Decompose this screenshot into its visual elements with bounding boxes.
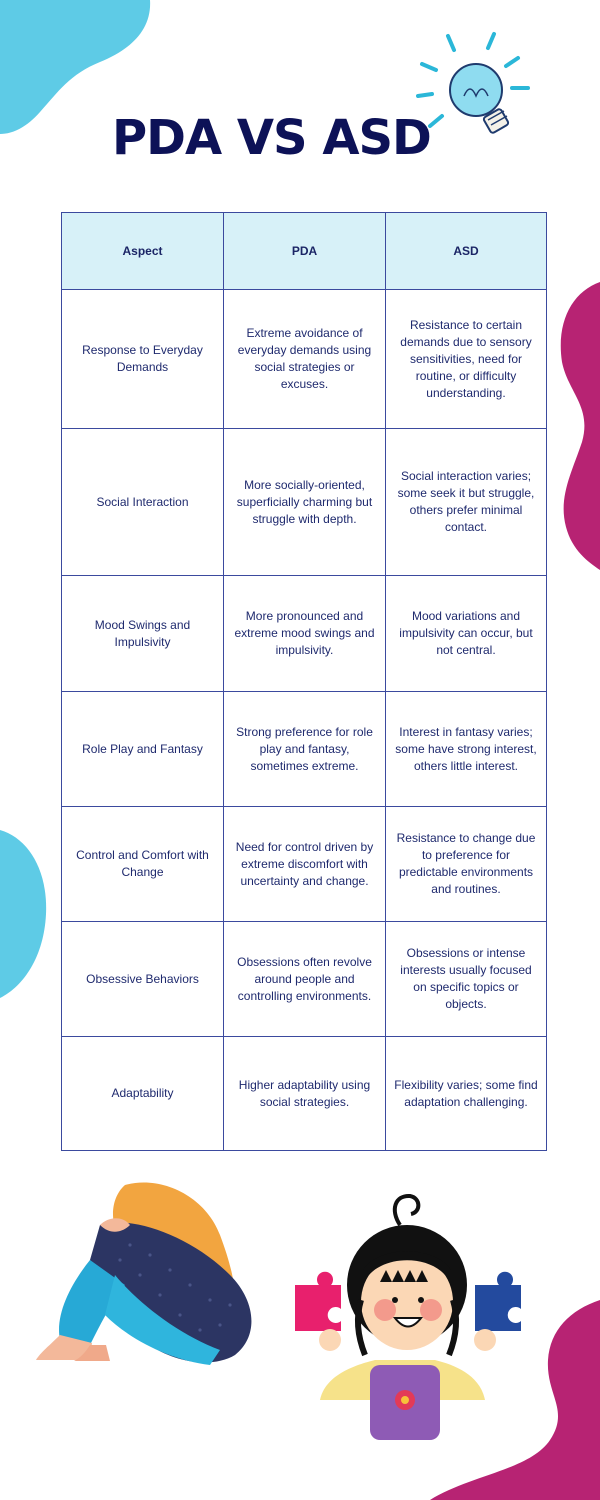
- aspect-cell: Response to Everyday Demands: [62, 290, 224, 429]
- header-pda: PDA: [224, 213, 386, 290]
- asd-cell: Resistance to change due to preference for predictable environments and routines.: [386, 807, 547, 922]
- aspect-cell: Role Play and Fantasy: [62, 692, 224, 807]
- pda-cell: More socially-oriented, superficially charming but struggle with depth.: [224, 429, 386, 576]
- pda-cell: More pronounced and extreme mood swings and impulsivity.: [224, 576, 386, 692]
- lightbulb-icon: [408, 28, 538, 158]
- girl-puzzle-illustration: [285, 1190, 530, 1445]
- aspect-cell: Obsessive Behaviors: [62, 922, 224, 1037]
- aspect-cell: Adaptability: [62, 1037, 224, 1151]
- table-row: [62, 429, 547, 576]
- right-magenta-blob: [552, 282, 600, 572]
- asd-cell: Obsessions or intense interests usually focused on specific topics or objects.: [386, 922, 547, 1037]
- pda-cell: Higher adaptability using social strategies.: [224, 1037, 386, 1151]
- header-asd: ASD: [386, 213, 547, 290]
- aspect-cell: Social Interaction: [62, 429, 224, 576]
- table-row: [62, 922, 547, 1037]
- table-row: [62, 1037, 547, 1151]
- left-cyan-blob: [0, 830, 50, 1000]
- pda-cell: Strong preference for role play and fantasy, sometimes extreme.: [224, 692, 386, 807]
- asd-cell: Mood variations and impulsivity can occur, but not central.: [386, 576, 547, 692]
- asd-cell: Interest in fantasy varies; some have strong interest, others little interest.: [386, 692, 547, 807]
- table-row: [62, 807, 547, 922]
- sad-person-illustration: [30, 1175, 270, 1375]
- table-row: [62, 576, 547, 692]
- aspect-cell: Mood Swings and Impulsivity: [62, 576, 224, 692]
- pda-cell: Extreme avoidance of everyday demands using social strategies or excuses.: [224, 290, 386, 429]
- asd-cell: Resistance to certain demands due to sensory sensitivities, need for routine, or difficulty understanding.: [386, 290, 547, 429]
- table-header-row: [62, 213, 547, 290]
- asd-cell: Flexibility varies; some find adaptation challenging.: [386, 1037, 547, 1151]
- asd-cell: Social interaction varies; some seek it but struggle, others prefer minimal contact.: [386, 429, 547, 576]
- pda-cell: Need for control driven by extreme discomfort with uncertainty and change.: [224, 807, 386, 922]
- comparison-table: [61, 212, 547, 1151]
- table-row: [62, 692, 547, 807]
- header-aspect: Aspect: [62, 213, 224, 290]
- aspect-cell: Control and Comfort with Change: [62, 807, 224, 922]
- table-row: [62, 290, 547, 429]
- pda-cell: Obsessions often revolve around people and controlling environments.: [224, 922, 386, 1037]
- page-title: PDA VS ASD: [112, 110, 431, 166]
